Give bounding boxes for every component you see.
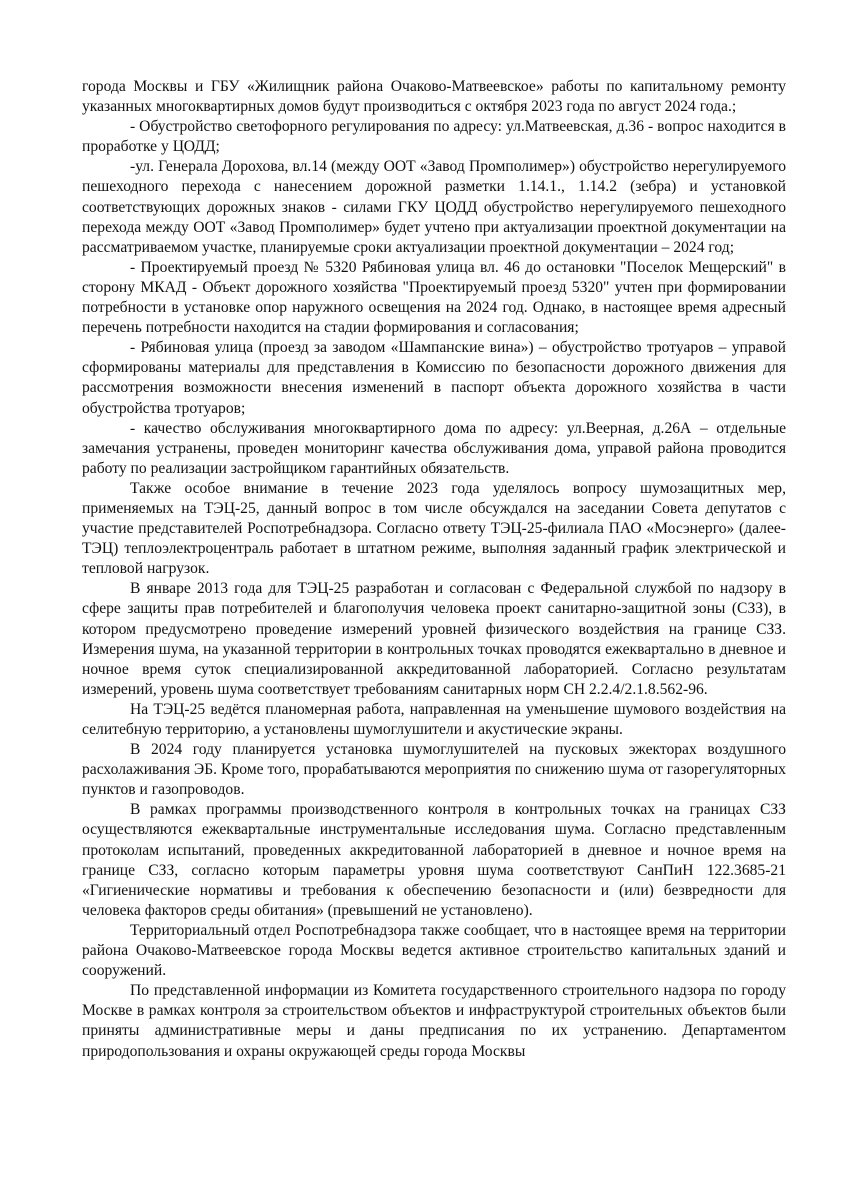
paragraph-pedestrian-crossing: -ул. Генерала Дорохова, вл.14 (между ООТ «Завод Промполимер») обустройство нерегулируемого пешеходного перехода с нанесением дорожной разметки 1.14.1., 1.14.2 (зебра) и установкой соответствующих дорожных знаков - силами ГКУ ЦОДД обустройство нерегулируемого пешеходного перехода между ООТ «Завод Промполимер» будет учтено при актуализации проектной документации на рассматриваемом участке, планируемые сроки актуализации проектной документации – 2024 год;	[82, 158, 786, 256]
paragraph-street-lighting: - Проектируемый проезд № 5320 Рябиновая улица вл. 46 до остановки "Поселок Мещерский" в сторону МКАД - Объект дорожного хозяйства "Проектируемый проезд 5320" учтен при формировании потребности в установке опор наружного освещения на 2024 год. Однако, в настоящее время адресный перечень потребности находится на стадии формирования и согласования;	[82, 258, 786, 337]
paragraph-traffic-light: - Обустройство светофорного регулирования по адресу: ул.Матвеевская, д.36 - вопрос находится в проработке у ЦОДД;	[82, 118, 786, 156]
paragraph-construction: Территориальный отдел Роспотребнадзора также сообщает, что в настоящее время на территории района Очаково-Матвеевское города Москвы ведется активное строительство капитальных зданий и сооружений.	[82, 921, 786, 980]
document-page	[82, 77, 786, 1062]
paragraph-sanitary-zone: В январе 2013 года для ТЭЦ-25 разработан и согласован с Федеральной службой по надзору в сфере защиты прав потребителей и благополучия человека проект санитарно-защитной зоны (СЗЗ), в котором предусмотрено проведение измерений уровней физического воздействия на границе СЗЗ. Измерения шума, на указанной территории в контрольных точках проводятся ежеквартально в дневное и ночное время суток специализированной аккредитованной лабораторией. Согласно результатам измерений, уровень шума соответствует требованиям санитарных норм СН 2.2.4/2.1.8.562-96.	[82, 580, 786, 698]
paragraph-sidewalks: - Рябиновая улица (проезд за заводом «Шампанские вина») – обустройство тротуаров – управой сформированы материалы для представления в Комиссию по безопасности дорожного движения для рассмотрения возможности внесения изменений в паспорт объекта дорожного хозяйства в части обустройства тротуаров;	[82, 339, 786, 417]
paragraph-construction-supervision: По представленной информации из Комитета государственного строительного надзора по городу Москве в рамках контроля за строительством объектов и инфраструктурой строительных объектов были приняты административные меры и даны предписания по их устранению. Департаментом природопользования и охраны окружающей среды города Москвы	[82, 982, 786, 1060]
paragraph-silencers-2024: В 2024 году планируется установка шумоглушителей на пусковых эжекторах воздушного расхолаживания ЭБ. Кроме того, прорабатываются мероприятия по снижению шума от газорегуляторных пунктов и газопроводов.	[82, 741, 786, 799]
paragraph-repair-schedule: города Москвы и ГБУ «Жилищник района Очаково-Матвеевское» работы по капитальному ремонту указанных многоквартирных домов будут производиться с октября 2023 года по август 2024 года.;	[82, 78, 786, 116]
paragraph-building-maintenance: - качество обслуживания многоквартирного дома по адресу: ул.Веерная, д.26А – отдельные замечания устранены, проведен мониторинг качества обслуживания дома, управой района проводится работу по реализации застройщиком гарантийных обязательств.	[82, 419, 786, 477]
paragraph-noise-measures: Также особое внимание в течение 2023 года уделялось вопросу шумозащитных мер, применяемых на ТЭЦ-25, данный вопрос в том числе обсуждался на заседании Совета депутатов с участие представителей Роспотребнадзора. Согласно ответу ТЭЦ-25-филиала ПАО «Мосэнерго» (далее-ТЭЦ) теплоэлектроцентраль работает в штатном режиме, выполняя заданный график электрической и тепловой нагрузок.	[82, 479, 786, 578]
paragraph-production-control: В рамках программы производственного контроля в контрольных точках на границах СЗЗ осуществляются ежеквартальные инструментальные исследования шума. Согласно представленным протоколам испытаний, проведенных аккредитованной лабораторией в дневное и ночное время на границе СЗЗ, согласно которым параметры уровня шума соответствуют СанПиН 122.3685-21 «Гигиенические нормативы и требования к обеспечению безопасности и (или) безвредности для человека факторов среды обитания» (превышений не установлено).	[82, 801, 786, 919]
paragraph-noise-reduction-work: На ТЭЦ-25 ведётся планомерная работа, направленная на уменьшение шумового воздействия на селитебную территорию, а установлены шумоглушители и акустические экраны.	[82, 700, 786, 738]
